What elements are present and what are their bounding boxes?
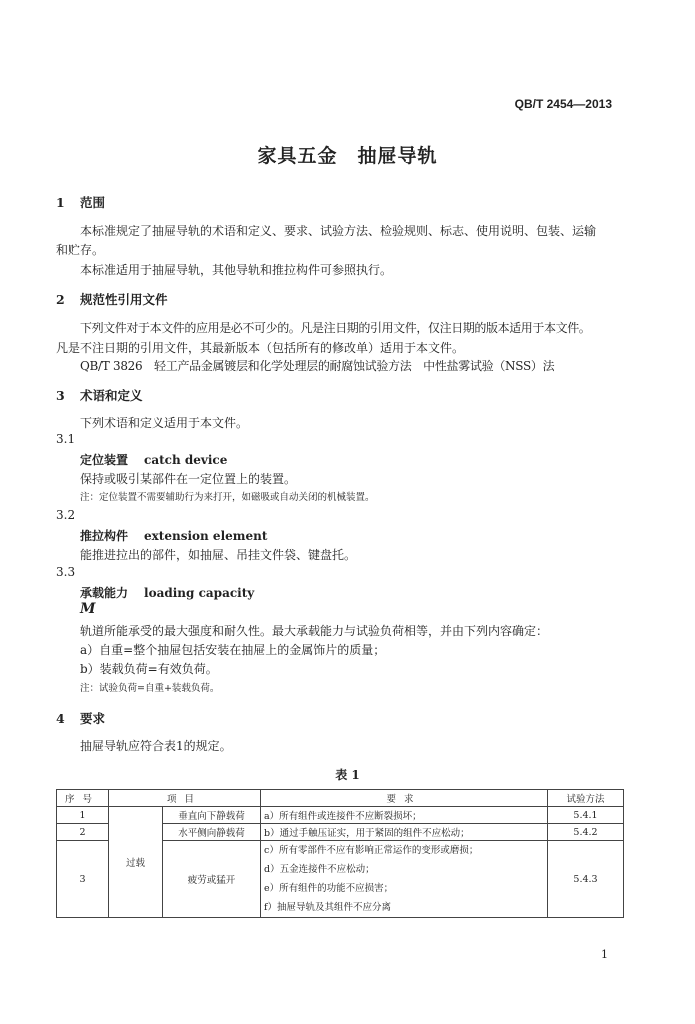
term-heading [80,451,227,468]
term-note: 注：定位装置不需要辅助行为来打开，如磁吸或自动关闭的机械装置。 [80,492,375,503]
term-heading [80,527,267,544]
requirement-line: f）抽屉导轨及其组件不应分离 [264,902,392,913]
row-number: 2 [57,824,109,841]
section-title: 规范性引用文件 [80,292,168,307]
section-number: 1 [56,195,65,210]
term-chinese: 承载能力 [80,586,129,600]
term-english: catch device [144,453,228,467]
row-method: 5.4.3 [548,841,624,918]
term-definition: 保持或吸引某部件在一定位置上的装置。 [80,472,297,486]
header-method: 试验方法 [548,790,624,807]
row-number: 1 [57,807,109,824]
term-chinese: 推拉构件 [80,529,129,543]
header-no: 序号 [57,790,109,807]
header-requirement: 要求 [261,790,548,807]
requirement-line: e）所有组件的功能不应损害； [264,883,394,894]
section-1-heading [56,193,105,211]
row-item: 水平侧向静载荷 [163,824,261,841]
row-method: 5.4.1 [548,807,624,824]
paragraph: 下列术语和定义适用于本文件。 [80,416,249,430]
term-symbol: M [80,601,96,617]
term-chinese: 定位装置 [80,453,129,467]
paragraph: 下列文件对于本文件的应用是必不可少的。凡是注日期的引用文件，仅注日期的版本适用于本文件。 [80,321,591,335]
term-note: 注：试验负荷=自重+装载负荷。 [80,683,220,694]
group-label: 过载 [109,807,163,918]
row-requirement: a）所有组件或连接件不应断裂损坏； [261,807,548,824]
section-3-heading [56,386,143,404]
table-header-row [57,790,624,807]
section-number: 4 [56,711,65,726]
term-number: 3.1 [56,432,76,446]
section-title: 术语和定义 [80,388,143,403]
requirements-table [56,789,624,918]
header-item: 项目 [109,790,261,807]
document-title: 家具五金 抽屉导轨 [257,145,438,167]
list-item: a）自重=整个抽屉包括安装在抽屉上的金属饰片的质量； [80,643,386,657]
row-method: 5.4.2 [548,824,624,841]
paragraph-continuation: 凡是不注日期的引用文件，其最新版本（包括所有的修改单）适用于本文件。 [56,341,465,355]
paragraph: 本标准规定了抽屉导轨的术语和定义、要求、试验方法、检验规则、标志、使用说明、包装、运输 [80,224,597,238]
term-english: extension element [144,529,268,543]
table-caption: 表 1 [335,768,360,782]
term-number: 3.3 [56,565,76,579]
paragraph: 抽屉导轨应符合表1的规定。 [80,739,232,753]
paragraph: 本标准适用于抽屉导轨，其他导轨和推拉构件可参照执行。 [80,263,393,277]
term-english: loading capacity [144,586,255,600]
table-row [57,807,624,824]
paragraph-continuation: 和贮存。 [56,243,105,257]
section-number: 3 [56,388,65,403]
row-requirements [261,841,548,918]
term-definition: 能推进拉出的部件，如抽屉、吊挂文件袋、键盘托。 [80,548,357,562]
section-4-heading [56,709,105,727]
requirement-line: d）五金连接件不应松动； [264,864,375,875]
row-item: 疲劳或猛开 [163,841,261,918]
term-number: 3.2 [56,508,76,522]
page-number: 1 [601,948,608,961]
term-definition: 轨道所能承受的最大强度和耐久性。最大承载能力与试验负荷相等，并由下列内容确定： [80,624,549,638]
row-item: 垂直向下静载荷 [163,807,261,824]
section-title: 范围 [80,195,106,210]
section-2-heading [56,290,168,308]
normative-reference: QB/T 3826 轻工产品金属镀层和化学处理层的耐腐蚀试验方法 中性盐雾试验（NSS）法 [80,359,555,373]
standard-number: QB/T 2454—2013 [514,97,612,111]
term-heading [80,584,254,601]
requirement-line: c）所有零部件不应有影响正常运作的变形或磨损； [264,845,479,856]
section-number: 2 [56,292,65,307]
section-title: 要求 [80,711,106,726]
list-item: b）装载负荷=有效负荷。 [80,662,218,676]
row-number: 3 [57,841,109,918]
row-requirement: b）通过手触压证实，用于紧固的组件不应松动； [261,824,548,841]
